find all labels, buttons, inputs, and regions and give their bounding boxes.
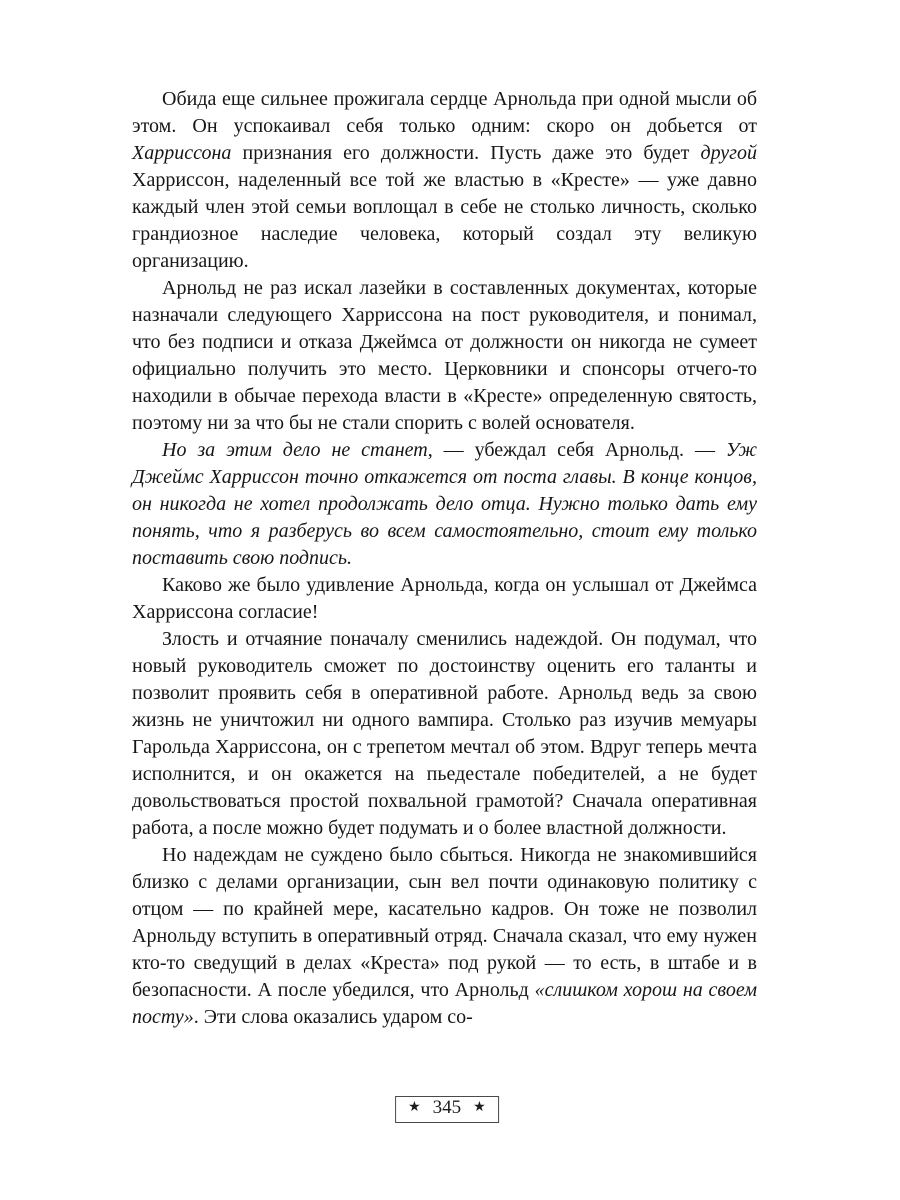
page-text — [132, 86, 757, 1031]
paragraph — [132, 86, 757, 275]
italic-text-run: Но за этим дело не станет — [162, 439, 428, 461]
italic-text-run: другой — [700, 142, 757, 164]
paragraph — [132, 572, 757, 626]
paragraph — [132, 437, 757, 572]
text-run: Но надеждам не суждено было сбыться. Никогда не знакомившийся близко с делами организации, сын вел почти одинаковую политику с отцом — по крайней мере, касательно кадров. Он тоже не позволил Арнольду вступить в оперативный отряд. Сначала сказал, что ему нужен кто-то сведущий в делах «Креста» под рукой — то есть, в штабе и в безопасности. А после убедился, что Арнольд — [132, 844, 757, 1001]
paragraph — [132, 626, 757, 842]
text-run: Обида еще сильнее прожигала сердце Арнольда при одной мысли об этом. Он успокаивал себя только одним: скоро он добьется от — [132, 88, 757, 137]
text-run: . Эти слова оказались ударом со- — [193, 1006, 473, 1028]
italic-text-run: «слишком хорош на своем посту» — [132, 979, 757, 1028]
text-run: Каково же было удивление Арнольда, когда он услышал от Джеймса Харриссона согласие! — [132, 574, 757, 623]
page-footer — [395, 1096, 499, 1123]
italic-text-run: Уж Джеймс Харриссон точно откажется от поста главы. В конце концов, он никогда не хотел продолжать дело отца. Нужно только дать ему понять, что я разберусь во всем самостоятельно, стоит ему только поставить свою подпись. — [132, 439, 757, 569]
paragraph — [132, 275, 757, 437]
star-icon: ★ — [408, 1100, 421, 1116]
paragraph — [132, 842, 757, 1031]
text-run: Злость и отчаяние поначалу сменились надеждой. Он подумал, что новый руководитель сможет по достоинству оценить его таланты и позволит проявить себя в оперативной работе. Арнольд ведь за свою жизнь не уничтожил ни одного вампира. Столько раз изучив мемуары Гарольда Харриссона, он с трепетом мечтал об этом. Вдруг теперь мечта исполнится, и он окажется на пьедестале победителей, а не будет довольствоваться простой похвальной грамотой? Сначала оперативная работа, а после можно будет подумать и о более властной должности. — [132, 628, 757, 839]
italic-text-run: Харриссона — [132, 142, 232, 164]
text-run: Арнольд не раз искал лазейки в составленных документах, которые назначали следующего Харриссона на пост руководителя, и понимал, что без подписи и отказа Джеймса от должности он никогда не сумеет официально получить это место. Церковники и спонсоры отчего-то находили в обычае перехода власти в «Кресте» определенную святость, поэтому ни за что бы не стали спорить с волей основателя. — [132, 277, 757, 434]
page-number: 345 — [432, 1097, 462, 1118]
text-run: Харриссон, наделенный все той же властью в «Кресте» — уже давно каждый член этой семьи воплощал в себе не столько личность, сколько грандиозное наследие человека, который создал эту великую организацию. — [132, 169, 757, 272]
text-run: признания его должности. Пусть даже это будет — [231, 142, 701, 164]
text-run: , — убеждал себя Арнольд. — — [427, 439, 726, 461]
star-icon: ★ — [473, 1100, 486, 1116]
